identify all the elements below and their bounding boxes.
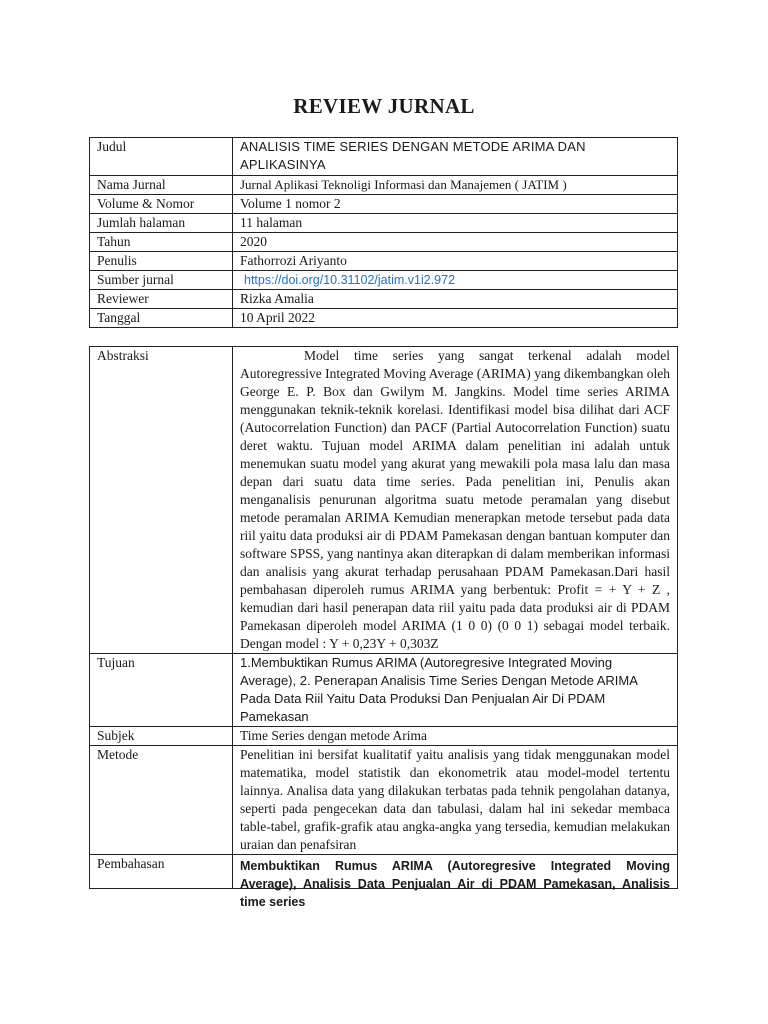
label-penulis: Penulis (90, 252, 233, 271)
label-reviewer: Reviewer (90, 290, 233, 309)
metode-text: Penelitian ini bersifat kualitatif yaitu analisis yang tidak menggunakan model matematika, model statistik dan ekonometrik atau model-model tertentu lainnya. Analisa data yang dilakukan terbatas pada tehnik pengolahan datanya, seperti pada pengecekan data dan tabulasi, dalam hal ini sekedar membaca table-tabel, grafik-grafik atau angka-angka yang tersedia, kemudian melakukan uraian dan penafsiran (233, 746, 678, 855)
label-sumber-jurnal: Sumber jurnal (90, 271, 233, 290)
label-jumlah-halaman: Jumlah halaman (90, 214, 233, 233)
table-row (90, 309, 678, 328)
table-row (90, 176, 678, 195)
label-metode: Metode (90, 746, 233, 855)
label-tahun: Tahun (90, 233, 233, 252)
journal-info-table (89, 137, 678, 328)
table-row (90, 252, 678, 271)
label-tanggal: Tanggal (90, 309, 233, 328)
label-volume-nomor: Volume & Nomor (90, 195, 233, 214)
pembahasan-text: Membuktikan Rumus ARIMA (Autoregresive Integrated Moving Average), Analisis Data Penjualan Air di PDAM Pamekasan, Analisis time series (240, 859, 670, 909)
label-judul: Judul (90, 138, 233, 176)
table-row (90, 654, 678, 727)
table-row (90, 214, 678, 233)
review-content-table (89, 346, 678, 909)
label-nama-jurnal: Nama Jurnal (90, 176, 233, 195)
table-row (90, 347, 678, 654)
table-row (90, 290, 678, 309)
label-abstraksi: Abstraksi (90, 347, 233, 654)
value-tahun: 2020 (233, 233, 678, 252)
value-penulis: Fathorrozi Ariyanto (233, 252, 678, 271)
value-nama-jurnal: Jurnal Aplikasi Teknoligi Informasi dan Manajemen ( JATIM ) (233, 176, 678, 195)
value-sumber-jurnal (233, 271, 678, 290)
value-reviewer: Rizka Amalia (233, 290, 678, 309)
document-title: REVIEW JURNAL (293, 94, 475, 118)
table-row (90, 746, 678, 855)
value-volume-nomor: Volume 1 nomor 2 (233, 195, 678, 214)
subjek-text: Time Series dengan metode Arima (233, 727, 678, 746)
table-row (90, 138, 678, 176)
value-judul: ANALISIS TIME SERIES DENGAN METODE ARIMA DAN APLIKASINYA (233, 138, 678, 176)
table-row (90, 195, 678, 214)
pembahasan-cell (233, 855, 678, 909)
label-subjek: Subjek (90, 727, 233, 746)
value-jumlah-halaman: 11 halaman (233, 214, 678, 233)
label-tujuan: Tujuan (90, 654, 233, 727)
table-row (90, 727, 678, 746)
label-pembahasan: Pembahasan (90, 855, 233, 889)
table-row (90, 233, 678, 252)
table-row (90, 855, 678, 889)
tujuan-text: 1.Membuktikan Rumus ARIMA (Autoregresive Integrated Moving Average), 2. Penerapan Analisis Time Series Dengan Metode ARIMA Pada Data Riil Yaitu Data Produksi Dan Penjualan Air Di PDAM Pamekasan (233, 654, 678, 727)
doi-link[interactable]: https://doi.org/10.31102/jatim.v1i2.972 (244, 273, 456, 287)
abstraksi-text: Model time series yang sangat terkenal adalah model Autoregressive Integrated Moving Average (ARIMA) yang dikembangkan oleh George E. P. Box dan Gwilym M. Jangkins. Model time series ARIMA menggunakan teknik-teknik korelasi. Identifikasi model bisa dilihat dari ACF (Autocorrelation Function) dan PACF (Partial Autocorrelation Function) suatu deret waktu. Tujuan model ARIMA dalam penelitian ini adalah untuk menemukan suatu model yang akurat yang mewakili pola masa lalu dan masa depan dari suatu data time series. Pada penelitian ini, Penulis akan menganalisis penurunan algoritma suatu metode peramalan yang disebut metode peramalan ARIMA Kemudian menerapkan metode tersebut pada data riil yaitu data produksi air di PDAM Pamekasan dengan bantuan komputer dan software SPSS, yang nantinya akan diterapkan di dalam memberikan informasi dan analisis yang akurat terhadap perusahaan PDAM Pamekasan.Dari hasil pembahasan diperoleh rumus ARIMA yang berbentuk: Profit = + Y + Z , kemudian dari hasil penerapan data riil yaitu pada data produksi air di PDAM Pamekasan diperoleh model ARIMA (1 0 0) (0 0 1) sebagai model terbaik. Dengan model : Y + 0,23Y + 0,303Z (233, 347, 678, 654)
table-row (90, 271, 678, 290)
value-tanggal: 10 April 2022 (233, 309, 678, 328)
